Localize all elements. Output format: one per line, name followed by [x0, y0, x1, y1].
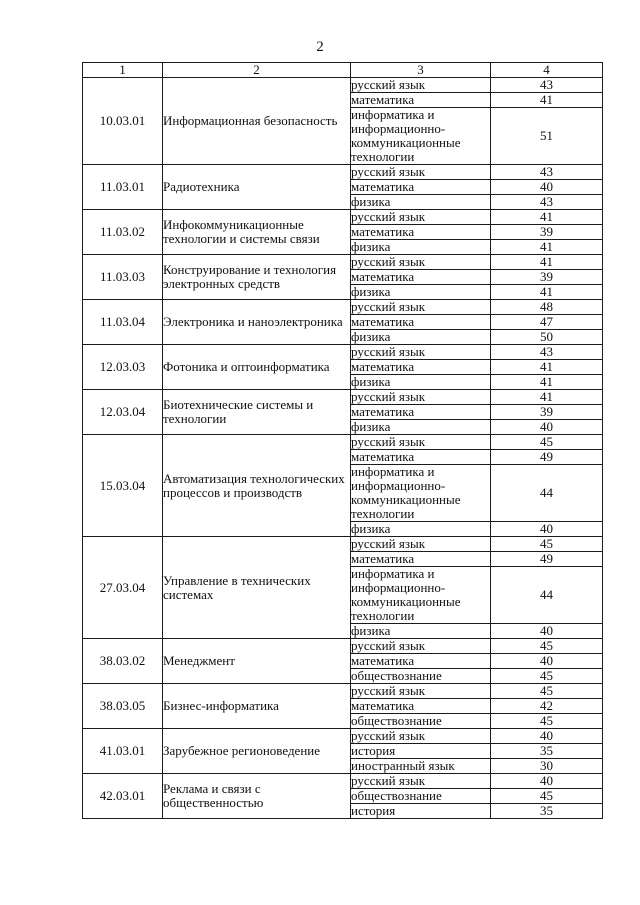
minimum-score: 45	[491, 714, 603, 729]
specialty-name: Конструирование и технология электронных средств	[163, 255, 351, 300]
minimum-score: 35	[491, 804, 603, 819]
exam-subject: обществознание	[351, 789, 491, 804]
minimum-score: 35	[491, 744, 603, 759]
table-row	[83, 435, 603, 450]
minimum-score: 41	[491, 240, 603, 255]
minimum-score: 43	[491, 78, 603, 93]
table-row	[83, 210, 603, 225]
table-row	[83, 537, 603, 552]
exam-subject: иностранный язык	[351, 759, 491, 774]
exam-subject: физика	[351, 420, 491, 435]
specialty-code: 11.03.02	[83, 210, 163, 255]
specialty-code: 11.03.01	[83, 165, 163, 210]
exam-subject: математика	[351, 699, 491, 714]
specialty-name: Информационная безопасность	[163, 78, 351, 165]
table-row	[83, 729, 603, 744]
exam-subject: русский язык	[351, 390, 491, 405]
exam-subject: физика	[351, 330, 491, 345]
exam-subject: информатика и информационно-коммуникационные технологии	[351, 567, 491, 624]
exam-subject: информатика и информационно-коммуникационные технологии	[351, 108, 491, 165]
specialty-name: Инфокоммуникационные технологии и системы связи	[163, 210, 351, 255]
minimum-score: 41	[491, 93, 603, 108]
minimum-score: 40	[491, 729, 603, 744]
minimum-scores-table	[82, 62, 603, 819]
specialty-code: 12.03.04	[83, 390, 163, 435]
minimum-score: 45	[491, 435, 603, 450]
minimum-score: 43	[491, 165, 603, 180]
exam-subject: математика	[351, 405, 491, 420]
minimum-score: 40	[491, 774, 603, 789]
exam-subject: физика	[351, 285, 491, 300]
specialty-code: 10.03.01	[83, 78, 163, 165]
specialty-name: Фотоника и оптоинформатика	[163, 345, 351, 390]
minimum-score: 49	[491, 450, 603, 465]
exam-subject: русский язык	[351, 255, 491, 270]
minimum-score: 49	[491, 552, 603, 567]
exam-subject: русский язык	[351, 774, 491, 789]
exam-subject: русский язык	[351, 210, 491, 225]
specialty-code: 11.03.03	[83, 255, 163, 300]
exam-subject: математика	[351, 360, 491, 375]
specialty-code: 38.03.02	[83, 639, 163, 684]
exam-subject: история	[351, 804, 491, 819]
minimum-score: 50	[491, 330, 603, 345]
specialty-name: Управление в технических системах	[163, 537, 351, 639]
column-header-4: 4	[491, 63, 603, 78]
exam-subject: математика	[351, 552, 491, 567]
exam-subject: русский язык	[351, 300, 491, 315]
minimum-score: 41	[491, 375, 603, 390]
exam-subject: математика	[351, 315, 491, 330]
exam-subject: физика	[351, 375, 491, 390]
exam-subject: обществознание	[351, 669, 491, 684]
specialty-name: Реклама и связи с общественностью	[163, 774, 351, 819]
specialty-name: Бизнес-информатика	[163, 684, 351, 729]
exam-subject: математика	[351, 654, 491, 669]
exam-subject: математика	[351, 225, 491, 240]
specialty-code: 15.03.04	[83, 435, 163, 537]
minimum-score: 39	[491, 270, 603, 285]
minimum-score: 45	[491, 639, 603, 654]
minimum-score: 43	[491, 195, 603, 210]
specialty-code: 38.03.05	[83, 684, 163, 729]
table-row	[83, 345, 603, 360]
specialty-name: Автоматизация технологических процессов и производств	[163, 435, 351, 537]
exam-subject: математика	[351, 270, 491, 285]
minimum-score: 45	[491, 684, 603, 699]
exam-subject: история	[351, 744, 491, 759]
exam-subject: физика	[351, 240, 491, 255]
minimum-score: 40	[491, 420, 603, 435]
specialty-code: 42.03.01	[83, 774, 163, 819]
minimum-score: 43	[491, 345, 603, 360]
column-header-1: 1	[83, 63, 163, 78]
minimum-score: 41	[491, 210, 603, 225]
minimum-score: 41	[491, 285, 603, 300]
table-row	[83, 390, 603, 405]
exam-subject: обществознание	[351, 714, 491, 729]
table-row	[83, 300, 603, 315]
minimum-score: 41	[491, 255, 603, 270]
table-row	[83, 78, 603, 93]
exam-subject: физика	[351, 522, 491, 537]
minimum-score: 40	[491, 654, 603, 669]
exam-subject: информатика и информационно-коммуникационные технологии	[351, 465, 491, 522]
specialty-name: Зарубежное регионоведение	[163, 729, 351, 774]
table-row	[83, 684, 603, 699]
exam-subject: математика	[351, 93, 491, 108]
exam-subject: русский язык	[351, 435, 491, 450]
exam-subject: русский язык	[351, 78, 491, 93]
minimum-score: 41	[491, 390, 603, 405]
minimum-score: 30	[491, 759, 603, 774]
exam-subject: математика	[351, 450, 491, 465]
specialty-name: Менеджмент	[163, 639, 351, 684]
specialty-code: 41.03.01	[83, 729, 163, 774]
specialty-name: Электроника и наноэлектроника	[163, 300, 351, 345]
table-row	[83, 639, 603, 654]
minimum-score: 45	[491, 669, 603, 684]
exam-subject: русский язык	[351, 345, 491, 360]
minimum-score: 39	[491, 225, 603, 240]
exam-subject: физика	[351, 195, 491, 210]
page-number: 2	[316, 39, 324, 55]
minimum-score: 40	[491, 624, 603, 639]
exam-subject: русский язык	[351, 729, 491, 744]
minimum-score: 48	[491, 300, 603, 315]
table-row	[83, 255, 603, 270]
table-header-row	[83, 63, 603, 78]
exam-subject: русский язык	[351, 165, 491, 180]
exam-subject: русский язык	[351, 639, 491, 654]
exam-subject: математика	[351, 180, 491, 195]
specialty-code: 27.03.04	[83, 537, 163, 639]
column-header-3: 3	[351, 63, 491, 78]
table-row	[83, 774, 603, 789]
minimum-score: 40	[491, 522, 603, 537]
minimum-score: 44	[491, 465, 603, 522]
table-row	[83, 165, 603, 180]
minimum-score: 40	[491, 180, 603, 195]
exam-subject: русский язык	[351, 537, 491, 552]
minimum-score: 47	[491, 315, 603, 330]
minimum-score: 51	[491, 108, 603, 165]
minimum-score: 39	[491, 405, 603, 420]
minimum-score: 45	[491, 789, 603, 804]
specialty-code: 12.03.03	[83, 345, 163, 390]
specialty-code: 11.03.04	[83, 300, 163, 345]
exam-subject: русский язык	[351, 684, 491, 699]
specialty-name: Радиотехника	[163, 165, 351, 210]
minimum-score: 41	[491, 360, 603, 375]
minimum-score: 42	[491, 699, 603, 714]
specialty-name: Биотехнические системы и технологии	[163, 390, 351, 435]
minimum-score: 45	[491, 537, 603, 552]
minimum-score: 44	[491, 567, 603, 624]
column-header-2: 2	[163, 63, 351, 78]
exam-subject: физика	[351, 624, 491, 639]
